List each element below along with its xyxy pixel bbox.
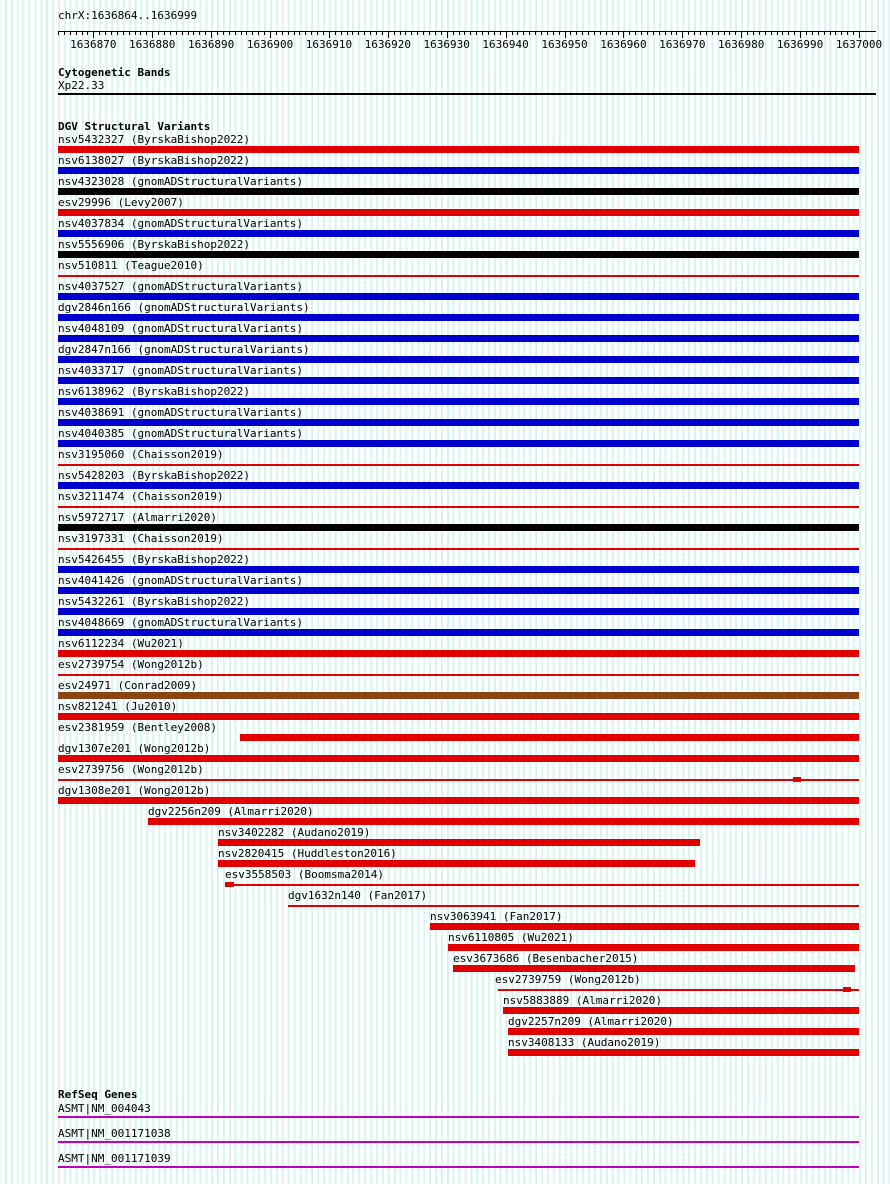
variant-label[interactable]: esv2739754 (Wong2012b): [58, 658, 204, 671]
variant-row: [0, 932, 890, 953]
variant-bar[interactable]: [58, 230, 859, 237]
ruler-minor-tick: [182, 32, 183, 35]
variant-row: [0, 848, 890, 869]
ruler-minor-tick: [258, 32, 259, 35]
variant-row: [0, 659, 890, 680]
gene-row: [0, 1128, 890, 1153]
ruler-minor-tick: [170, 32, 171, 35]
ruler-minor-tick: [129, 32, 130, 35]
variant-label[interactable]: esv2739756 (Wong2012b): [58, 763, 204, 776]
variant-row: [0, 302, 890, 323]
ruler-minor-tick: [117, 32, 118, 35]
variant-label[interactable]: nsv4037834 (gnomADStructuralVariants): [58, 217, 304, 230]
ruler-minor-tick: [453, 32, 454, 35]
ruler-minor-tick: [305, 32, 306, 35]
variant-label[interactable]: nsv4038691 (gnomADStructuralVariants): [58, 406, 304, 419]
variant-bar[interactable]: [58, 650, 859, 657]
variant-bar[interactable]: [508, 1028, 859, 1035]
variant-label[interactable]: nsv4048109 (gnomADStructuralVariants): [58, 322, 304, 335]
variant-row: [0, 155, 890, 176]
ruler-minor-tick: [812, 32, 813, 35]
ruler-minor-tick: [76, 32, 77, 35]
ruler-minor-tick: [246, 32, 247, 35]
ruler-minor-tick: [276, 32, 277, 35]
variant-bar[interactable]: [58, 797, 859, 804]
ruler-tick-label: 1636980: [718, 38, 765, 51]
ruler-minor-tick: [747, 32, 748, 35]
ruler-minor-tick: [470, 32, 471, 35]
variant-label[interactable]: nsv3402282 (Audano2019): [218, 826, 371, 839]
variant-bar[interactable]: [453, 965, 855, 972]
variant-bar[interactable]: [58, 566, 859, 573]
ruler-minor-tick: [553, 32, 554, 35]
ruler-minor-tick: [541, 32, 542, 35]
variant-row: [0, 512, 890, 533]
ruler-minor-tick: [476, 32, 477, 35]
variant-bar[interactable]: [58, 356, 859, 363]
variant-label[interactable]: nsv3195060 (Chaisson2019): [58, 448, 224, 461]
ruler-minor-tick: [641, 32, 642, 35]
variant-label[interactable]: nsv4033717 (gnomADStructuralVariants): [58, 364, 304, 377]
variant-label[interactable]: nsv5556906 (ByrskaBishop2022): [58, 238, 251, 251]
cytoband-glyph[interactable]: [58, 93, 876, 95]
variant-bar[interactable]: [58, 608, 859, 615]
ruler-minor-tick: [288, 32, 289, 35]
variant-row: [0, 449, 890, 470]
variant-row: [0, 365, 890, 386]
variant-row: [0, 806, 890, 827]
ruler-minor-tick: [411, 32, 412, 35]
ruler-minor-tick: [588, 32, 589, 35]
ruler-minor-tick: [341, 32, 342, 35]
ruler-tick-label: 1636920: [364, 38, 411, 51]
variant-bar[interactable]: [503, 1007, 859, 1014]
variant-bar[interactable]: [58, 674, 859, 676]
variant-row: [0, 995, 890, 1016]
ruler-minor-tick: [724, 32, 725, 35]
ruler-minor-tick: [140, 32, 141, 35]
variant-bar[interactable]: [58, 419, 859, 426]
variant-bar[interactable]: [448, 944, 859, 951]
variant-bar[interactable]: [58, 314, 859, 321]
gene-glyph[interactable]: [58, 1141, 859, 1143]
variant-label[interactable]: dgv2257n209 (Almarri2020): [508, 1015, 674, 1028]
variant-row: [0, 197, 890, 218]
ruler-minor-tick: [612, 32, 613, 35]
variant-label[interactable]: nsv6138962 (ByrskaBishop2022): [58, 385, 251, 398]
ruler-minor-tick: [830, 32, 831, 35]
ruler-minor-tick: [382, 32, 383, 35]
variant-label[interactable]: nsv3063941 (Fan2017): [430, 910, 563, 923]
ruler-minor-tick: [647, 32, 648, 35]
gene-label[interactable]: ASMT|NM_001171039: [58, 1152, 171, 1165]
variant-bar[interactable]: [58, 275, 859, 277]
variant-row: [0, 617, 890, 638]
ruler-minor-tick: [535, 32, 536, 35]
ruler-minor-tick: [299, 32, 300, 35]
variant-row: [0, 344, 890, 365]
variant-label[interactable]: nsv821241 (Ju2010): [58, 700, 178, 713]
variant-label[interactable]: dgv2846n166 (gnomADStructuralVariants): [58, 301, 310, 314]
variant-row: [0, 239, 890, 260]
ruler-minor-tick: [559, 32, 560, 35]
variant-bar[interactable]: [58, 482, 859, 489]
variant-row: [0, 890, 890, 911]
variant-row: [0, 701, 890, 722]
variant-label[interactable]: nsv6110805 (Wu2021): [448, 931, 574, 944]
ruler-minor-tick: [282, 32, 283, 35]
gene-label[interactable]: ASMT|NM_004043: [58, 1102, 151, 1115]
variant-bar[interactable]: [58, 398, 859, 405]
variant-label[interactable]: nsv510811 (Teague2010): [58, 259, 204, 272]
variant-bar[interactable]: [58, 755, 859, 762]
variant-bar[interactable]: [58, 506, 859, 508]
variant-row: [0, 575, 890, 596]
ruler-minor-tick: [400, 32, 401, 35]
ruler-minor-tick: [217, 32, 218, 35]
variant-label[interactable]: nsv5428203 (ByrskaBishop2022): [58, 469, 251, 482]
ruler-tick-label: 1636960: [600, 38, 647, 51]
ruler-minor-tick: [765, 32, 766, 35]
ruler-minor-tick: [188, 32, 189, 35]
variant-label[interactable]: dgv1308e201 (Wong2012b): [58, 784, 211, 797]
variant-bar[interactable]: [58, 209, 859, 216]
variant-row: [0, 554, 890, 575]
ruler-minor-tick: [417, 32, 418, 35]
variant-label[interactable]: nsv5426455 (ByrskaBishop2022): [58, 553, 251, 566]
ruler-minor-tick: [618, 32, 619, 35]
variant-marker[interactable]: [843, 987, 851, 992]
ruler-tick-label: 1636880: [129, 38, 176, 51]
ruler-minor-tick: [352, 32, 353, 35]
ruler-minor-tick: [82, 32, 83, 35]
gene-glyph[interactable]: [58, 1116, 859, 1118]
variant-label[interactable]: nsv5972717 (Almarri2020): [58, 511, 217, 524]
ruler-minor-tick: [193, 32, 194, 35]
variant-label[interactable]: nsv4037527 (gnomADStructuralVariants): [58, 280, 304, 293]
ruler-minor-tick: [488, 32, 489, 35]
ruler-minor-tick: [517, 32, 518, 35]
ruler-minor-tick: [824, 32, 825, 35]
ruler-minor-tick: [459, 32, 460, 35]
ruler-minor-tick: [853, 32, 854, 35]
ruler-minor-tick: [435, 32, 436, 35]
variant-bar[interactable]: [58, 464, 859, 466]
ruler-minor-tick: [135, 32, 136, 35]
ruler-minor-tick: [818, 32, 819, 35]
variant-bar[interactable]: [58, 440, 859, 447]
variant-row: [0, 680, 890, 701]
variant-row: [0, 533, 890, 554]
variant-row: [0, 407, 890, 428]
variant-label[interactable]: dgv1632n140 (Fan2017): [288, 889, 428, 902]
variant-row: [0, 596, 890, 617]
variant-bar[interactable]: [58, 779, 859, 781]
variant-label[interactable]: dgv1307e201 (Wong2012b): [58, 742, 211, 755]
ruler-minor-tick: [600, 32, 601, 35]
region-coordinates: chrX:1636864..1636999: [58, 9, 198, 22]
ruler-minor-tick: [759, 32, 760, 35]
variant-row: [0, 974, 890, 995]
variant-bar[interactable]: [240, 734, 859, 741]
variant-row: [0, 386, 890, 407]
ruler-minor-tick: [323, 32, 324, 35]
ruler-tick-label: 1636900: [246, 38, 294, 51]
variant-label[interactable]: nsv6138027 (ByrskaBishop2022): [58, 154, 251, 167]
variant-label[interactable]: nsv4048669 (gnomADStructuralVariants): [58, 616, 304, 629]
variant-label[interactable]: esv2381959 (Bentley2008): [58, 721, 217, 734]
ruler-tick-label: 1637000: [835, 38, 883, 51]
ruler-minor-tick: [635, 32, 636, 35]
ruler-minor-tick: [659, 32, 660, 35]
ruler-minor-tick: [264, 32, 265, 35]
ruler-minor-tick: [841, 32, 842, 35]
variant-bar[interactable]: [58, 692, 859, 699]
variant-label[interactable]: nsv5432261 (ByrskaBishop2022): [58, 595, 251, 608]
ruler-minor-tick: [712, 32, 713, 35]
ruler-minor-tick: [311, 32, 312, 35]
gene-label[interactable]: ASMT|NM_001171038: [58, 1127, 171, 1140]
ruler-minor-tick: [606, 32, 607, 35]
ruler-tick-label: 1636910: [305, 38, 353, 51]
ruler-minor-tick: [847, 32, 848, 35]
variant-row: [0, 491, 890, 512]
variant-bar[interactable]: [218, 860, 695, 867]
variant-bar[interactable]: [148, 818, 859, 825]
ruler-minor-tick: [358, 32, 359, 35]
ruler-minor-tick: [576, 32, 577, 35]
variant-bar[interactable]: [58, 188, 859, 195]
refseq-genes-title: RefSeq Genes: [58, 1088, 138, 1101]
variant-row: [0, 428, 890, 449]
variant-label[interactable]: esv3673686 (Besenbacher2015): [453, 952, 639, 965]
variant-row: [0, 827, 890, 848]
variant-row: [0, 134, 890, 155]
ruler-minor-tick: [688, 32, 689, 35]
ruler-minor-tick: [376, 32, 377, 35]
variant-bar[interactable]: [58, 251, 859, 258]
ruler-minor-tick: [164, 32, 165, 35]
ruler-minor-tick: [782, 32, 783, 35]
dgv-structural-variants-title: DGV Structural Variants: [58, 120, 211, 133]
variant-label[interactable]: nsv3197331 (Chaisson2019): [58, 532, 224, 545]
variant-label[interactable]: nsv4040385 (gnomADStructuralVariants): [58, 427, 304, 440]
ruler-minor-tick: [123, 32, 124, 35]
variant-label[interactable]: nsv3211474 (Chaisson2019): [58, 490, 224, 503]
variant-marker[interactable]: [225, 882, 234, 887]
variant-bar[interactable]: [430, 923, 859, 930]
ruler-minor-tick: [394, 32, 395, 35]
ruler-minor-tick: [199, 32, 200, 35]
ruler-tick-label: 1636940: [482, 38, 529, 51]
ruler-minor-tick: [241, 32, 242, 35]
variant-row: [0, 1037, 890, 1058]
ruler-tick-label: 1636890: [187, 38, 235, 51]
variant-row: [0, 722, 890, 743]
variant-bar[interactable]: [58, 335, 859, 342]
ruler-minor-tick: [223, 32, 224, 35]
variant-row: [0, 743, 890, 764]
variant-label[interactable]: nsv6112234 (Wu2021): [58, 637, 184, 650]
variant-label[interactable]: esv3558503 (Boomsma2014): [225, 868, 384, 881]
variant-row: [0, 281, 890, 302]
variant-bar[interactable]: [225, 884, 859, 886]
variant-label[interactable]: nsv5883889 (Almarri2020): [503, 994, 662, 1007]
variant-bar[interactable]: [218, 839, 700, 846]
ruler-minor-tick: [111, 32, 112, 35]
ruler-minor-tick: [671, 32, 672, 35]
ruler-minor-tick: [99, 32, 100, 35]
ruler-minor-tick: [176, 32, 177, 35]
variant-row: [0, 869, 890, 890]
ruler-minor-tick: [794, 32, 795, 35]
ruler-minor-tick: [294, 32, 295, 35]
ruler-minor-tick: [777, 32, 778, 35]
variant-row: [0, 953, 890, 974]
variant-bar[interactable]: [58, 167, 859, 174]
ruler-minor-tick: [788, 32, 789, 35]
variant-label[interactable]: esv29996 (Levy2007): [58, 196, 184, 209]
variant-label[interactable]: nsv5432327 (ByrskaBishop2022): [58, 133, 251, 146]
gene-glyph[interactable]: [58, 1166, 859, 1168]
ruler: [0, 0, 890, 55]
ruler-minor-tick: [529, 32, 530, 35]
ruler-minor-tick: [405, 32, 406, 35]
variant-row: [0, 260, 890, 281]
ruler-minor-tick: [694, 32, 695, 35]
variant-bar[interactable]: [58, 548, 859, 550]
variant-row: [0, 764, 890, 785]
ruler-minor-tick: [229, 32, 230, 35]
ruler-minor-tick: [729, 32, 730, 35]
ruler-minor-tick: [570, 32, 571, 35]
ruler-minor-tick: [771, 32, 772, 35]
variant-bar[interactable]: [58, 293, 859, 300]
variant-row: [0, 176, 890, 197]
ruler-minor-tick: [753, 32, 754, 35]
ruler-minor-tick: [700, 32, 701, 35]
ruler-tick-label: 1636930: [423, 38, 470, 51]
ruler-tick-label: 1636970: [659, 38, 706, 51]
variant-bar[interactable]: [288, 905, 859, 907]
variant-bar[interactable]: [58, 524, 859, 531]
variant-bar[interactable]: [58, 377, 859, 384]
variant-row: [0, 638, 890, 659]
ruler-minor-tick: [423, 32, 424, 35]
ruler-minor-tick: [718, 32, 719, 35]
cytogenetic-bands-title: Cytogenetic Bands: [58, 66, 171, 79]
variant-label[interactable]: dgv2847n166 (gnomADStructuralVariants): [58, 343, 310, 356]
gene-row: [0, 1153, 890, 1178]
ruler-minor-tick: [335, 32, 336, 35]
variant-bar[interactable]: [58, 587, 859, 594]
ruler-minor-tick: [835, 32, 836, 35]
ruler-minor-tick: [146, 32, 147, 35]
ruler-minor-tick: [252, 32, 253, 35]
variant-row: [0, 323, 890, 344]
ruler-minor-tick: [676, 32, 677, 35]
ruler-minor-tick: [665, 32, 666, 35]
ruler-minor-tick: [70, 32, 71, 35]
variant-bar[interactable]: [58, 629, 859, 636]
ruler-minor-tick: [523, 32, 524, 35]
ruler-minor-tick: [494, 32, 495, 35]
cytoband-label[interactable]: Xp22.33: [58, 79, 105, 92]
ruler-minor-tick: [205, 32, 206, 35]
ruler-minor-tick: [464, 32, 465, 35]
variant-label[interactable]: esv2739759 (Wong2012b): [495, 973, 641, 986]
ruler-minor-tick: [512, 32, 513, 35]
ruler-minor-tick: [347, 32, 348, 35]
variant-bar[interactable]: [498, 989, 859, 991]
variant-marker[interactable]: [793, 777, 801, 782]
variant-label[interactable]: nsv4323028 (gnomADStructuralVariants): [58, 175, 304, 188]
ruler-minor-tick: [370, 32, 371, 35]
variant-label[interactable]: esv24971 (Conrad2009): [58, 679, 198, 692]
variant-row: [0, 218, 890, 239]
ruler-minor-tick: [735, 32, 736, 35]
ruler-minor-tick: [594, 32, 595, 35]
variant-label[interactable]: dgv2256n209 (Almarri2020): [148, 805, 314, 818]
ruler-minor-tick: [364, 32, 365, 35]
ruler-minor-tick: [582, 32, 583, 35]
ruler-minor-tick: [806, 32, 807, 35]
variant-bar[interactable]: [58, 146, 859, 153]
ruler-minor-tick: [653, 32, 654, 35]
ruler-minor-tick: [158, 32, 159, 35]
ruler-tick-label: 1636990: [776, 38, 824, 51]
ruler-tick-label: 1636950: [541, 38, 588, 51]
variant-label[interactable]: nsv2820415 (Huddleston2016): [218, 847, 397, 860]
ruler-minor-tick: [235, 32, 236, 35]
ruler-minor-tick: [105, 32, 106, 35]
variant-label[interactable]: nsv3408133 (Audano2019): [508, 1036, 661, 1049]
ruler-minor-tick: [87, 32, 88, 35]
variant-row: [0, 470, 890, 491]
variant-row: [0, 785, 890, 806]
variant-bar[interactable]: [58, 713, 859, 720]
gene-row: [0, 1103, 890, 1128]
ruler-minor-tick: [547, 32, 548, 35]
ruler-minor-tick: [500, 32, 501, 35]
ruler-minor-tick: [64, 32, 65, 35]
ruler-minor-tick: [58, 32, 59, 35]
ruler-minor-tick: [441, 32, 442, 35]
ruler-minor-tick: [629, 32, 630, 35]
ruler-minor-tick: [482, 32, 483, 35]
variant-row: [0, 1016, 890, 1037]
variant-label[interactable]: nsv4041426 (gnomADStructuralVariants): [58, 574, 304, 587]
variant-row: [0, 911, 890, 932]
ruler-minor-tick: [317, 32, 318, 35]
ruler-minor-tick: [429, 32, 430, 35]
ruler-tick-label: 1636870: [70, 38, 117, 51]
variant-bar[interactable]: [508, 1049, 859, 1056]
ruler-minor-tick: [706, 32, 707, 35]
